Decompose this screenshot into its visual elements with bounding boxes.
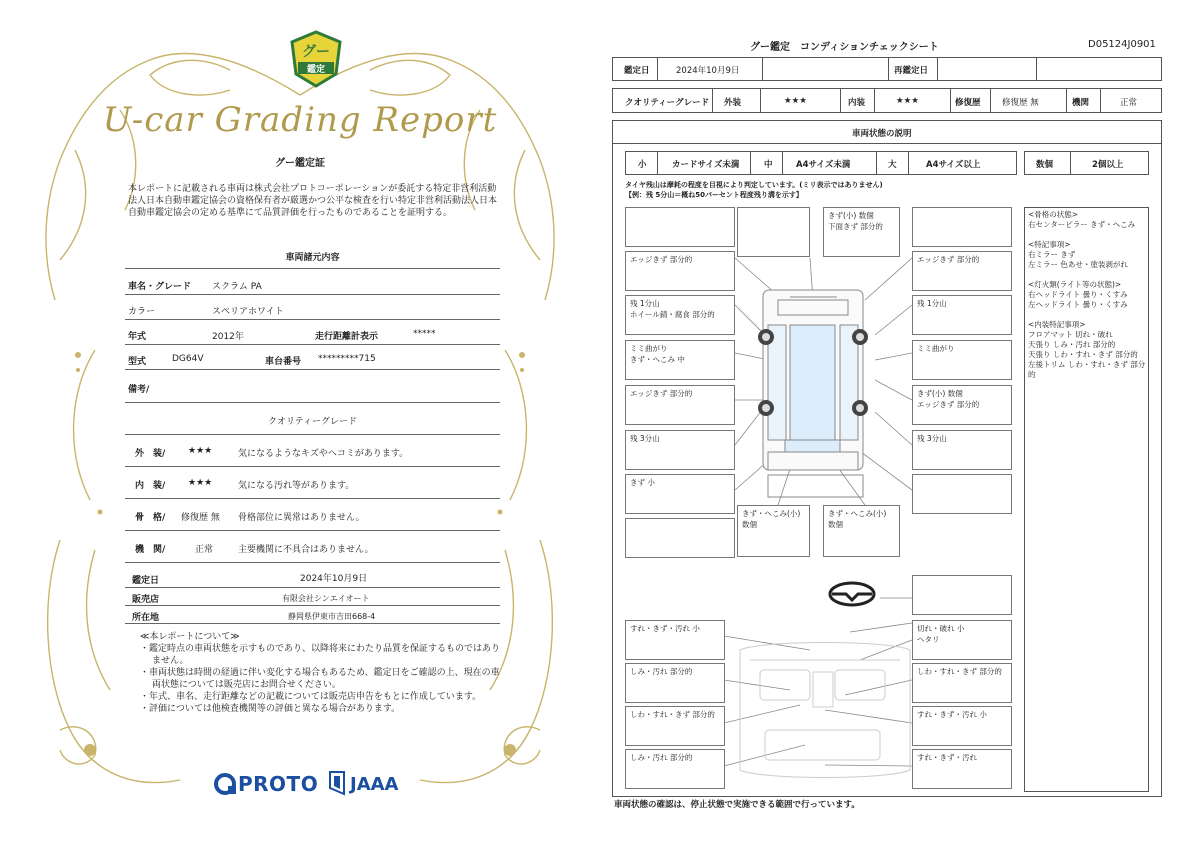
svg-text:グー: グー [302,44,330,60]
quality-interior-label: 内 装/ [135,481,166,491]
appraisal-date-value: 2024年10月9日 [300,574,368,584]
condition-check-sheet [600,0,1200,848]
remark-line: 左ヘッドライト 曇り・くすみ [1028,300,1128,309]
mileage-value: ***** [413,329,436,339]
document-id: D05124J0901 [1088,39,1156,50]
certificate-intro: 本レポートに記載される車両は株式会社プロトコーポレーションが委託する特定非営利活動法人日本自動車鑑定協会の資格保有者が厳選かつ公平な検査を行い特定非営利活動法人日本自動車鑑定協会の定める基準にて品質評価を行ったものであることを証明する。 [128,184,498,218]
dealer-label: 販売店 [132,595,160,605]
divider [125,402,500,403]
quality-frame-desc: 骨格部位に異常はありません。 [238,513,365,523]
exterior-note-left-2: 残 1分山 ホイール錆・腐食 部分的 [625,295,735,335]
remark-line: <灯火類(ライト等の状態)> [1028,280,1122,289]
divider [125,434,500,435]
remark-line: 左ミラー 色あせ・塗装剥がれ [1028,260,1128,269]
interior-value: ★★★ [896,96,919,106]
exterior-note-box [625,207,735,247]
exterior-note-left-6: きず 小 [625,474,735,514]
interior-note-right-3: すれ・きず・汚れ 小 [912,706,1012,746]
interior-note-right-1: 切れ・破れ 小 ヘタリ [912,620,1012,660]
appraisal-date-value: 2024年10月9日 [676,66,740,76]
sheet-title: グー鑑定 コンディションチェックシート [750,42,939,53]
size-medium-desc: A4サイズ未満 [796,160,851,170]
appraisal-date-label: 鑑定日 [624,66,650,76]
exterior-note-right-4: きず(小) 数個 エッジきず 部分的 [912,385,1012,425]
exterior-note-left-3: ミミ曲がり きず・へこみ 中 [625,340,735,380]
remark-line: <特記事項> [1028,240,1071,249]
divider [125,319,500,320]
year-value: 2012年 [212,332,244,342]
exterior-value: ★★★ [784,96,807,106]
notice-item: ・鑑定時点の車両状態を示すものであり、以降将来にわたり品質を保証するものではありません。 [140,644,501,666]
interior-note-right-2: しわ・すれ・きず 部分的 [912,663,1012,703]
count-value: 2個以上 [1092,160,1124,170]
divider [125,294,500,295]
report-notice [140,631,500,715]
quality-engine-label: 機 関/ [135,545,166,555]
remark-line: フロアマット 切れ・破れ [1028,330,1113,339]
model-label: 型式 [128,357,147,367]
remark-line [1028,230,1148,240]
remark-line: <骨格の状態> [1028,210,1079,219]
remark-line: 右ヘッドライト 曇り・くすみ [1028,290,1128,299]
quality-engine-value: 正常 [195,545,214,555]
remarks-list [1028,210,1148,380]
color-value: スペリアホワイト [212,307,284,317]
interior-note-right-4: すれ・きず・汚れ [912,749,1012,789]
divider [125,466,500,467]
exterior-note-left-5: 残 3分山 [625,430,735,470]
quality-exterior-value: ★★★ [188,446,213,456]
quality-exterior-desc: 気になるようなキズやヘコミがあります。 [238,449,409,459]
proto-logo-icon [214,773,236,795]
remark-line [1028,270,1148,280]
dealer-value: 有限会社シンエイオート [282,594,370,603]
exterior-note-left-1: エッジきず 部分的 [625,251,735,291]
exterior-note-rear-right: きず・へこみ(小) 数個 [823,505,900,557]
tire-note: タイヤ残山は摩耗の程度を目視により判定しています。(ミリ表示ではありません) [625,181,883,189]
exterior-label: 外装 [724,98,742,108]
chassis-label: 車台番号 [265,357,302,367]
interior-note-left-3: しわ・すれ・きず 部分的 [625,706,725,746]
appraisal-date-label: 鑑定日 [132,576,160,586]
interior-note-left-2: しみ・汚れ 部分的 [625,663,725,703]
interior-note-left-4: しみ・汚れ 部分的 [625,749,725,789]
divider [125,268,500,269]
notice-item: ・評価については他検査機関等の評価と異なる場合があります。 [140,704,401,714]
interior-note-left-1: すれ・きず・汚れ 小 [625,620,725,660]
remark-line: 右ミラー きず [1028,250,1076,259]
divider [125,498,500,499]
notice-title: ≪本レポートについて≫ [140,632,240,642]
quality-engine-desc: 主要機関に不具合はありません。 [238,545,374,555]
size-medium-label: 中 [764,160,773,170]
size-large-desc: A4サイズ以上 [926,160,981,170]
exterior-note-rear-left: きず・へこみ(小) 数個 [737,505,810,557]
exterior-note-right-5: 残 3分山 [912,430,1012,470]
divider [125,623,500,624]
address-label: 所在地 [132,613,160,623]
jaaa-logo-icon [326,770,348,796]
mileage-label: 走行距離計表示 [315,332,379,342]
size-small-label: 小 [638,160,647,170]
notice-item: ・車両状態は時間の経過に伴い変化する場合もあるため、鑑定日をご確認の上、現在の車両状態については販売店にお問合せください。 [140,668,500,690]
size-large-label: 大 [888,160,897,170]
divider [125,562,500,563]
divider [125,605,500,606]
remark-line: <内装特記事項> [1028,320,1086,329]
color-label: カラー [128,307,156,317]
quality-section-title: クオリティーグレード [267,417,358,427]
address-value: 静岡県伊東市吉田668-4 [288,612,376,621]
condition-section-title: 車両状態の説明 [852,129,912,139]
goo-kantei-badge-icon [288,30,344,88]
tire-example-note: 【例：残 5分山＝概ね50パーセント程度残り溝を示す】 [625,191,803,199]
name-grade-label: 車名・グレード [128,282,192,292]
remark-line: 右センターピラー きず・へこみ [1028,220,1136,229]
exterior-note-box [625,518,735,558]
engine-label: 機関 [1072,98,1090,108]
quality-grade-label: クオリティーグレード [625,98,710,108]
remark-line: 天張り しわ・すれ・きず 部分的 [1028,350,1138,359]
quality-exterior-label: 外 装/ [135,449,166,459]
certificate-title: グー鑑定証 [275,158,325,169]
svg-text:鑑定: 鑑定 [306,65,326,75]
proto-logo-text: PROTO [238,772,319,796]
spec-section-title: 車両諸元内容 [285,253,340,263]
exterior-note-left-4: エッジきず 部分的 [625,385,735,425]
reappraisal-date-label: 再鑑定日 [894,66,929,76]
quality-interior-desc: 気になる汚れ等があります。 [238,481,355,491]
exterior-note-right-2: 残 1分山 [912,295,1012,335]
remark-line [1028,310,1148,320]
engine-value: 正常 [1120,98,1138,108]
exterior-note-box [912,474,1012,514]
divider [125,530,500,531]
quality-frame-label: 骨 格/ [135,513,166,523]
quality-frame-value: 修復歴 無 [181,513,220,523]
interior-label: 内装 [848,98,866,108]
name-grade-value: スクラム PA [212,282,262,292]
sheet-footer-note: 車両状態の確認は、停止状態で実施できる範囲で行っています。 [614,800,860,810]
jaaa-logo-text: JAAA [350,774,399,795]
exterior-note-box [912,207,1012,247]
size-small-desc: カードサイズ未満 [672,160,740,170]
interior-note-box [912,575,1012,615]
exterior-note-box [737,207,810,257]
remarks-label: 備考/ [128,385,150,395]
notice-item: ・年式、車名、走行距離などの記載については販売店申告をもとに作成しています。 [140,692,482,702]
divider [125,587,500,588]
remark-line: 左後トリム しわ・すれ・きず 部分的 [1028,360,1146,379]
quality-interior-value: ★★★ [188,478,213,488]
divider [125,369,500,370]
divider [125,344,500,345]
count-label: 数個 [1036,160,1054,170]
report-script-title: U-car Grading Report [102,100,498,140]
remark-line: 天張り しみ・汚れ 部分的 [1028,340,1116,349]
model-value: DG64V [172,354,204,364]
exterior-note-right-1: エッジきず 部分的 [912,251,1012,291]
chassis-value: *********715 [318,354,376,364]
exterior-note-right-3: ミミ曲がり [912,340,1012,380]
year-label: 年式 [128,332,147,342]
repair-history-label: 修復歴 [955,98,981,108]
repair-history-value: 修復歴 無 [1002,98,1039,108]
exterior-note-front: きず(小) 数個 下面きず 部分的 [823,207,900,257]
